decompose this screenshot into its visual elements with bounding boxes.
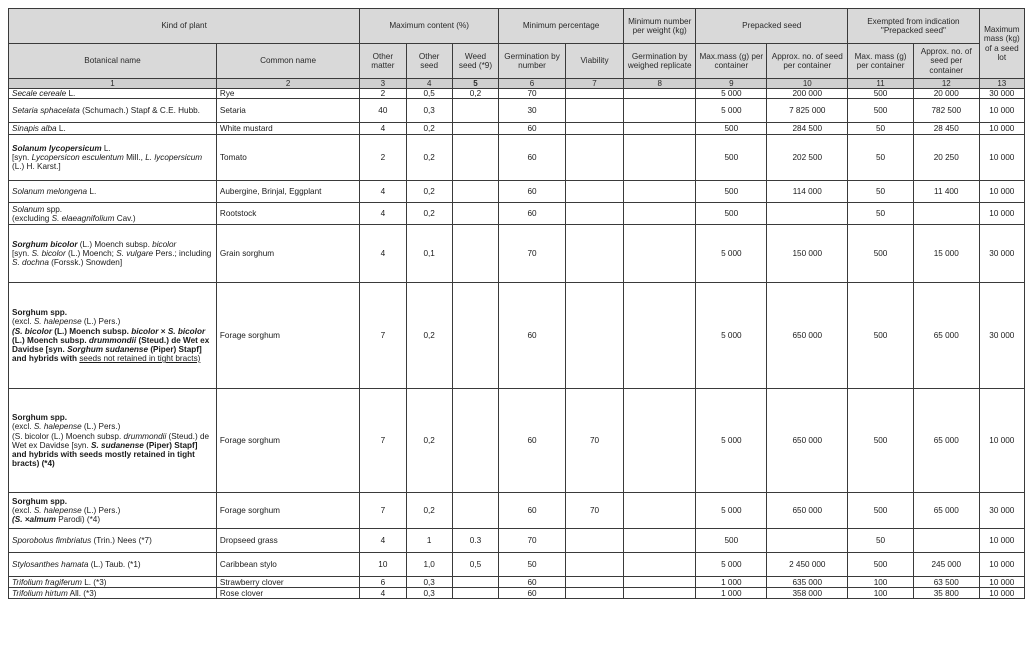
table-row <box>9 123 1025 135</box>
weed-seed-cell: 0,5 <box>452 553 498 577</box>
exempted-max-mass-cell: 50 <box>848 135 914 181</box>
header-common-name: Common name <box>216 44 359 79</box>
header-max-mass-lot: Maximum mass (kg) of a seed lot <box>979 9 1024 79</box>
exempted-approx-no-cell: 11 400 <box>913 181 979 203</box>
viability-cell <box>565 577 623 588</box>
max-mass-lot-cell: 10 000 <box>979 389 1024 493</box>
exempted-approx-no-cell <box>913 203 979 225</box>
header-prepacked-max-mass: Max.mass (g) per container <box>696 44 767 79</box>
colnum: 6 <box>499 79 566 89</box>
common-name-cell: Forage sorghum <box>216 493 359 529</box>
germination-cell: 70 <box>499 529 566 553</box>
viability-cell <box>565 123 623 135</box>
colnum: 2 <box>216 79 359 89</box>
botanical-name-cell: Solanum lycopersicum L. [syn. Lycopersicon esculentum Mill., L. lycopersicum (L.) H. Karst.] <box>9 135 217 181</box>
common-name-cell: Rose clover <box>216 588 359 599</box>
prepacked-approx-no-cell: 114 000 <box>767 181 848 203</box>
prepacked-approx-no-cell: 7 825 000 <box>767 99 848 123</box>
common-name-cell: Rye <box>216 89 359 99</box>
header-min-number-per-weight: Minimum number per weight (kg) <box>624 9 696 44</box>
max-mass-lot-cell: 10 000 <box>979 553 1024 577</box>
weighed-replicate-cell <box>624 529 696 553</box>
viability-cell <box>565 203 623 225</box>
prepacked-max-mass-cell: 500 <box>696 123 767 135</box>
viability-cell <box>565 135 623 181</box>
max-mass-lot-cell: 10 000 <box>979 99 1024 123</box>
other-matter-cell: 4 <box>360 181 406 203</box>
prepacked-max-mass-cell: 5 000 <box>696 283 767 389</box>
header-minimum-percentage: Minimum percentage <box>499 9 624 44</box>
botanical-name-cell: Sorghum spp. (excl. S. halepense (L.) Pers.) (S. ×almum Parodi) (*4) <box>9 493 217 529</box>
weighed-replicate-cell <box>624 203 696 225</box>
prepacked-max-mass-cell: 5 000 <box>696 553 767 577</box>
max-mass-lot-cell: 10 000 <box>979 577 1024 588</box>
common-name-cell: Dropseed grass <box>216 529 359 553</box>
prepacked-max-mass-cell: 500 <box>696 135 767 181</box>
exempted-approx-no-cell: 15 000 <box>913 225 979 283</box>
weighed-replicate-cell <box>624 588 696 599</box>
botanical-name-cell: Secale cereale L. <box>9 89 217 99</box>
weed-seed-cell: 0,2 <box>452 89 498 99</box>
max-mass-lot-cell: 10 000 <box>979 203 1024 225</box>
weed-seed-cell <box>452 225 498 283</box>
viability-cell <box>565 181 623 203</box>
header-viability: Viability <box>565 44 623 79</box>
weighed-replicate-cell <box>624 553 696 577</box>
viability-cell <box>565 529 623 553</box>
colnum: 7 <box>565 79 623 89</box>
botanical-name-cell: Sporobolus fimbriatus (Trin.) Nees (*7) <box>9 529 217 553</box>
seed-table-document <box>8 8 1025 599</box>
colnum: 5 <box>452 79 498 89</box>
max-mass-lot-cell: 10 000 <box>979 588 1024 599</box>
other-seed-cell: 0,3 <box>406 577 452 588</box>
weighed-replicate-cell <box>624 123 696 135</box>
botanical-name-cell: Trifolium fragiferum L. (*3) <box>9 577 217 588</box>
common-name-cell: Setaria <box>216 99 359 123</box>
germination-cell: 60 <box>499 577 566 588</box>
other-matter-cell: 40 <box>360 99 406 123</box>
column-number-row <box>9 79 1025 89</box>
prepacked-max-mass-cell: 1 000 <box>696 588 767 599</box>
weighed-replicate-cell <box>624 99 696 123</box>
other-seed-cell: 0,2 <box>406 135 452 181</box>
weighed-replicate-cell <box>624 493 696 529</box>
table-body <box>9 89 1025 599</box>
max-mass-lot-cell: 30 000 <box>979 493 1024 529</box>
max-mass-lot-cell: 10 000 <box>979 135 1024 181</box>
germination-cell: 60 <box>499 135 566 181</box>
prepacked-max-mass-cell: 500 <box>696 203 767 225</box>
exempted-max-mass-cell: 50 <box>848 123 914 135</box>
weighed-replicate-cell <box>624 135 696 181</box>
prepacked-max-mass-cell: 500 <box>696 181 767 203</box>
viability-cell <box>565 89 623 99</box>
other-matter-cell: 4 <box>360 588 406 599</box>
header-other-seed: Other seed <box>406 44 452 79</box>
table-row <box>9 225 1025 283</box>
other-matter-cell: 7 <box>360 283 406 389</box>
weighed-replicate-cell <box>624 225 696 283</box>
germination-cell: 60 <box>499 181 566 203</box>
table-row <box>9 135 1025 181</box>
header-germination-weighed: Germination by weighed replicate <box>624 44 696 79</box>
prepacked-max-mass-cell: 5 000 <box>696 89 767 99</box>
prepacked-max-mass-cell: 5 000 <box>696 225 767 283</box>
other-matter-cell: 7 <box>360 493 406 529</box>
other-seed-cell: 0,2 <box>406 493 452 529</box>
table-row <box>9 529 1025 553</box>
colnum: 10 <box>767 79 848 89</box>
germination-cell: 60 <box>499 283 566 389</box>
header-exempted-approx-no: Approx. no. of seed per container <box>913 44 979 79</box>
botanical-name-cell: Stylosanthes hamata (L.) Taub. (*1) <box>9 553 217 577</box>
colnum: 13 <box>979 79 1024 89</box>
common-name-cell: Tomato <box>216 135 359 181</box>
prepacked-approx-no-cell: 650 000 <box>767 283 848 389</box>
germination-cell: 70 <box>499 225 566 283</box>
weed-seed-cell <box>452 577 498 588</box>
botanical-name-cell: Solanum spp. (excluding S. elaeagnifolium Cav.) <box>9 203 217 225</box>
other-seed-cell: 0,2 <box>406 123 452 135</box>
max-mass-lot-cell: 10 000 <box>979 123 1024 135</box>
weed-seed-cell <box>452 123 498 135</box>
botanical-name-cell: Sorghum spp. (excl. S. halepense (L.) Pers.) (S. bicolor (L.) Moench subsp. bicolor × S. bicolor (L.) Moench subsp. drummondii (Steud.) de Wet ex Davidse [syn. Sorghum sudanense (Piper) Stapf] and hybrids with seeds not retained in tight bracts) <box>9 283 217 389</box>
weighed-replicate-cell <box>624 577 696 588</box>
exempted-max-mass-cell: 500 <box>848 89 914 99</box>
weed-seed-cell <box>452 181 498 203</box>
viability-cell: 70 <box>565 389 623 493</box>
weighed-replicate-cell <box>624 389 696 493</box>
weighed-replicate-cell <box>624 89 696 99</box>
header-weed-seed: Weed seed (*9) <box>452 44 498 79</box>
header-exempted: Exempted from indication "Prepacked seed" <box>848 9 979 44</box>
botanical-name-cell: Solanum melongena L. <box>9 181 217 203</box>
exempted-max-mass-cell: 500 <box>848 493 914 529</box>
table-row <box>9 181 1025 203</box>
germination-cell: 60 <box>499 123 566 135</box>
weighed-replicate-cell <box>624 181 696 203</box>
colnum: 8 <box>624 79 696 89</box>
max-mass-lot-cell: 10 000 <box>979 529 1024 553</box>
viability-cell <box>565 99 623 123</box>
exempted-approx-no-cell: 20 250 <box>913 135 979 181</box>
other-seed-cell: 1 <box>406 529 452 553</box>
header-exempted-max-mass: Max. mass (g) per container <box>848 44 914 79</box>
table-row <box>9 89 1025 99</box>
other-matter-cell: 4 <box>360 225 406 283</box>
viability-cell <box>565 553 623 577</box>
other-seed-cell: 1,0 <box>406 553 452 577</box>
common-name-cell: Rootstock <box>216 203 359 225</box>
exempted-approx-no-cell: 20 000 <box>913 89 979 99</box>
prepacked-approx-no-cell: 202 500 <box>767 135 848 181</box>
exempted-max-mass-cell: 100 <box>848 588 914 599</box>
common-name-cell: Forage sorghum <box>216 283 359 389</box>
header-other-matter: Other matter <box>360 44 406 79</box>
common-name-cell: White mustard <box>216 123 359 135</box>
prepacked-max-mass-cell: 5 000 <box>696 389 767 493</box>
colnum: 9 <box>696 79 767 89</box>
weed-seed-cell <box>452 99 498 123</box>
botanical-name-cell: Trifolium hirtum All. (*3) <box>9 588 217 599</box>
weighed-replicate-cell <box>624 283 696 389</box>
other-seed-cell: 0,2 <box>406 203 452 225</box>
other-matter-cell: 7 <box>360 389 406 493</box>
max-mass-lot-cell: 30 000 <box>979 283 1024 389</box>
other-matter-cell: 4 <box>360 203 406 225</box>
prepacked-max-mass-cell: 500 <box>696 529 767 553</box>
max-mass-lot-cell: 30 000 <box>979 89 1024 99</box>
header-prepacked-approx-no: Approx. no. of seed per container <box>767 44 848 79</box>
other-matter-cell: 2 <box>360 89 406 99</box>
colnum: 12 <box>913 79 979 89</box>
prepacked-approx-no-cell: 358 000 <box>767 588 848 599</box>
exempted-approx-no-cell: 782 500 <box>913 99 979 123</box>
header-kind-of-plant: Kind of plant <box>9 9 360 44</box>
exempted-max-mass-cell: 500 <box>848 553 914 577</box>
germination-cell: 30 <box>499 99 566 123</box>
colnum: 4 <box>406 79 452 89</box>
other-matter-cell: 10 <box>360 553 406 577</box>
exempted-approx-no-cell: 245 000 <box>913 553 979 577</box>
viability-cell: 70 <box>565 493 623 529</box>
common-name-cell: Strawberry clover <box>216 577 359 588</box>
exempted-approx-no-cell: 28 450 <box>913 123 979 135</box>
prepacked-approx-no-cell: 200 000 <box>767 89 848 99</box>
germination-cell: 50 <box>499 553 566 577</box>
other-seed-cell: 0,2 <box>406 389 452 493</box>
other-seed-cell: 0,3 <box>406 588 452 599</box>
table-row <box>9 283 1025 389</box>
exempted-approx-no-cell: 65 000 <box>913 493 979 529</box>
other-matter-cell: 4 <box>360 529 406 553</box>
exempted-approx-no-cell: 35 800 <box>913 588 979 599</box>
prepacked-max-mass-cell: 1 000 <box>696 577 767 588</box>
germination-cell: 60 <box>499 203 566 225</box>
prepacked-approx-no-cell: 284 500 <box>767 123 848 135</box>
other-matter-cell: 4 <box>360 123 406 135</box>
other-seed-cell: 0,1 <box>406 225 452 283</box>
germination-cell: 60 <box>499 493 566 529</box>
prepacked-approx-no-cell: 650 000 <box>767 493 848 529</box>
header-germination-by-number: Germination by number <box>499 44 566 79</box>
header-botanical-name: Botanical name <box>9 44 217 79</box>
weed-seed-cell <box>452 588 498 599</box>
weed-seed-cell <box>452 135 498 181</box>
weed-seed-cell <box>452 389 498 493</box>
exempted-approx-no-cell <box>913 529 979 553</box>
exempted-max-mass-cell: 50 <box>848 203 914 225</box>
exempted-max-mass-cell: 500 <box>848 283 914 389</box>
exempted-max-mass-cell: 50 <box>848 529 914 553</box>
exempted-approx-no-cell: 63 500 <box>913 577 979 588</box>
weed-seed-cell <box>452 493 498 529</box>
common-name-cell: Forage sorghum <box>216 389 359 493</box>
germination-cell: 60 <box>499 389 566 493</box>
prepacked-approx-no-cell: 150 000 <box>767 225 848 283</box>
prepacked-approx-no-cell <box>767 529 848 553</box>
exempted-max-mass-cell: 500 <box>848 389 914 493</box>
viability-cell <box>565 283 623 389</box>
weed-seed-cell <box>452 203 498 225</box>
table-row <box>9 389 1025 493</box>
prepacked-approx-no-cell <box>767 203 848 225</box>
prepacked-approx-no-cell: 635 000 <box>767 577 848 588</box>
header-maximum-content: Maximum content (%) <box>360 9 499 44</box>
table-row <box>9 588 1025 599</box>
colnum: 3 <box>360 79 406 89</box>
prepacked-max-mass-cell: 5 000 <box>696 493 767 529</box>
header-prepacked-seed: Prepacked seed <box>696 9 848 44</box>
exempted-max-mass-cell: 50 <box>848 181 914 203</box>
prepacked-approx-no-cell: 650 000 <box>767 389 848 493</box>
prepacked-approx-no-cell: 2 450 000 <box>767 553 848 577</box>
weed-seed-cell <box>452 283 498 389</box>
table-row <box>9 99 1025 123</box>
weed-seed-cell: 0.3 <box>452 529 498 553</box>
other-matter-cell: 2 <box>360 135 406 181</box>
exempted-max-mass-cell: 100 <box>848 577 914 588</box>
botanical-name-cell: Setaria sphacelata (Schumach.) Stapf & C.E. Hubb. <box>9 99 217 123</box>
table-row <box>9 577 1025 588</box>
table-row <box>9 493 1025 529</box>
common-name-cell: Grain sorghum <box>216 225 359 283</box>
other-seed-cell: 0,2 <box>406 181 452 203</box>
botanical-name-cell: Sorghum spp. (excl. S. halepense (L.) Pers.) (S. bicolor (L.) Moench subsp. drummondii (Steud.) de Wet ex Davidse [syn. S. sudanense (Piper) Stapf] and hybrids with seeds mostly retained in tight bracts) (*4) <box>9 389 217 493</box>
seed-standards-table <box>8 8 1025 599</box>
other-seed-cell: 0,2 <box>406 283 452 389</box>
common-name-cell: Caribbean stylo <box>216 553 359 577</box>
germination-cell: 70 <box>499 89 566 99</box>
other-matter-cell: 6 <box>360 577 406 588</box>
exempted-max-mass-cell: 500 <box>848 99 914 123</box>
other-seed-cell: 0,3 <box>406 99 452 123</box>
table-row <box>9 553 1025 577</box>
exempted-max-mass-cell: 500 <box>848 225 914 283</box>
exempted-approx-no-cell: 65 000 <box>913 283 979 389</box>
viability-cell <box>565 588 623 599</box>
max-mass-lot-cell: 10 000 <box>979 181 1024 203</box>
table-header <box>9 9 1025 89</box>
exempted-approx-no-cell: 65 000 <box>913 389 979 493</box>
botanical-name-cell: Sorghum bicolor (L.) Moench subsp. bicolor [syn. S. bicolor (L.) Moench; S. vulgare Pers.; including S. dochna (Forssk.) Snowden] <box>9 225 217 283</box>
prepacked-max-mass-cell: 5 000 <box>696 99 767 123</box>
other-seed-cell: 0,5 <box>406 89 452 99</box>
common-name-cell: Aubergine, Brinjal, Eggplant <box>216 181 359 203</box>
colnum: 11 <box>848 79 914 89</box>
germination-cell: 60 <box>499 588 566 599</box>
table-row <box>9 203 1025 225</box>
botanical-name-cell: Sinapis alba L. <box>9 123 217 135</box>
viability-cell <box>565 225 623 283</box>
max-mass-lot-cell: 30 000 <box>979 225 1024 283</box>
colnum: 1 <box>9 79 217 89</box>
